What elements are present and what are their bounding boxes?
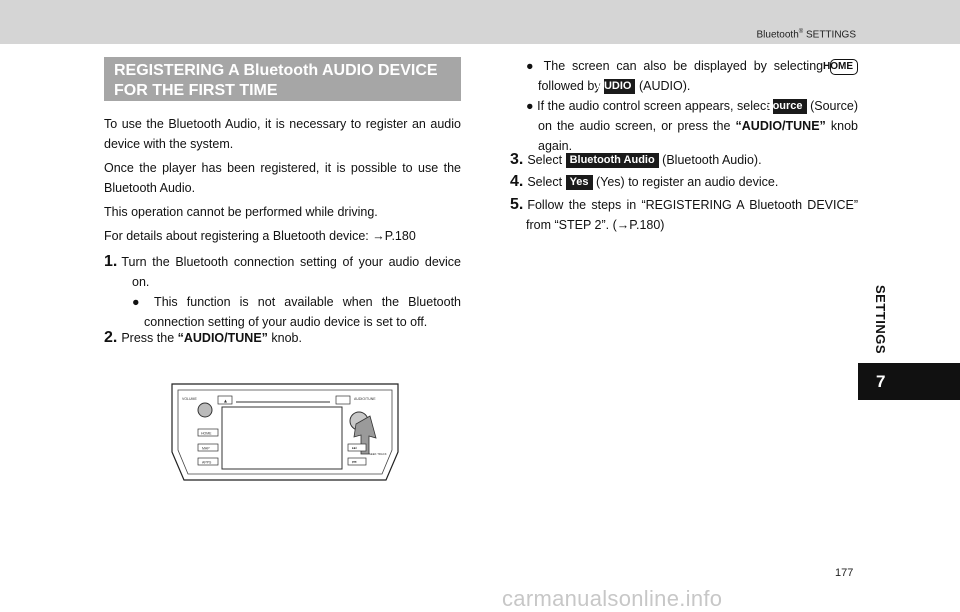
chapter-tab: 7 — [858, 363, 960, 400]
step-4: 4. Select Yes (Yes) to register an audio device. — [510, 173, 779, 190]
yes-button-ref: Yes — [566, 175, 593, 190]
section-title: REGISTERING A Bluetooth AUDIO DEVICE FOR THE FIRST TIME — [104, 57, 461, 101]
audio-button-ref: AUDIO — [604, 79, 635, 94]
step-1-note: ● This function is not available when the Bluetooth connection setting of your audio device is set to off. — [132, 295, 461, 329]
bluetooth-audio-button-ref: Bluetooth Audio — [566, 153, 659, 168]
intro-paragraph: For details about registering a Bluetooth device: →P.180 — [104, 229, 416, 243]
audio-tune-label: AUDIO/TUNE — [354, 397, 376, 401]
map-button: MAP — [202, 446, 210, 451]
side-tab-label: SETTINGS — [873, 285, 888, 355]
intro-paragraph: Once the player has been registered, it is possible to use the Bluetooth Audio. — [104, 161, 461, 195]
step-2-note-1: ● The screen can also be displayed by selecting HOME followed by AUDIO (AUDIO). — [526, 56, 858, 96]
watermark: carmanualsonline.info — [502, 586, 723, 611]
next-track-icon: ⏭ — [352, 445, 357, 452]
head-unit-illustration — [170, 382, 400, 482]
seek-track-label: SEEK TRACK — [369, 452, 387, 456]
intro-paragraph: This operation cannot be performed while driving. — [104, 205, 378, 219]
prev-track-icon: ⏮ — [352, 459, 357, 466]
step-3: 3. Select Bluetooth Audio (Bluetooth Audio). — [510, 151, 762, 168]
step-2: 2. Press the “AUDIO/TUNE” knob. — [104, 329, 302, 346]
volume-label: VOLUME — [182, 397, 197, 401]
eject-icon: ▲ — [223, 398, 228, 405]
home-button-ref: HOME — [830, 59, 858, 75]
step-2-note-2: ● If the audio control screen appears, select Source (Source) on the audio screen, or press the “AUDIO/TUNE” knob again. — [526, 99, 859, 153]
apps-button: APPS — [202, 460, 212, 465]
step-1: 1. Turn the Bluetooth connection setting of your audio device on. — [104, 253, 461, 289]
source-button-ref: Source — [773, 99, 806, 114]
running-header: Bluetooth® SETTINGS — [756, 29, 856, 41]
step-5: 5. Follow the steps in “REGISTERING A Bluetooth DEVICE” from “STEP 2”. (→P.180) — [510, 196, 858, 232]
page-number: 177 — [835, 567, 854, 579]
home-button: HOME — [201, 431, 212, 436]
intro-paragraph: To use the Bluetooth Audio, it is necessary to register an audio device with the system. — [104, 117, 461, 151]
